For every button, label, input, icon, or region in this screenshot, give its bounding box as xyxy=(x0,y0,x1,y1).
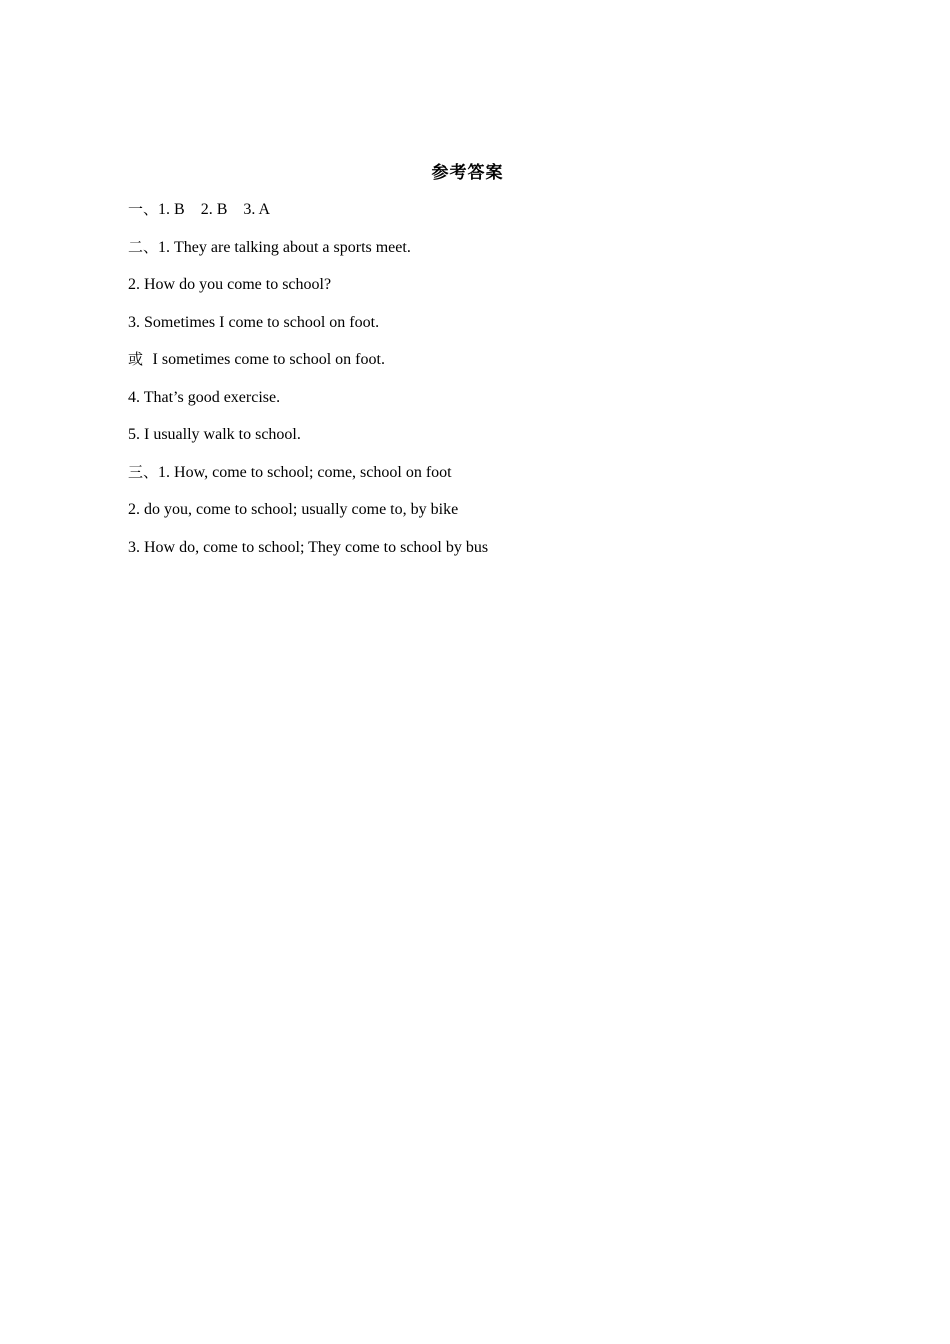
answer-text: 3. Sometimes I come to school on foot. xyxy=(128,313,380,331)
answer-text: 4. That’s good exercise. xyxy=(128,388,281,406)
answer-line xyxy=(128,347,828,385)
answer-text: 1. They are talking about a sports meet. xyxy=(158,238,411,256)
answer-line xyxy=(128,272,828,310)
answer-line xyxy=(128,422,828,460)
alternative-marker: 或 xyxy=(128,350,153,368)
answer-line xyxy=(128,235,828,273)
answer-text: I sometimes come to school on foot. xyxy=(152,351,385,368)
answer-list xyxy=(128,197,828,572)
answer-text: 5. I usually walk to school. xyxy=(128,426,301,443)
answer-line xyxy=(128,385,828,423)
answer-line xyxy=(128,460,828,498)
answer-line xyxy=(128,535,828,573)
section-marker: 三、 xyxy=(128,462,159,481)
answer-text: 1. B 2. B 3. A xyxy=(158,201,271,218)
answer-line xyxy=(128,197,828,235)
answer-line xyxy=(128,310,828,348)
answer-text: 2. How do you come to school? xyxy=(128,276,332,293)
answer-text: 1. How, come to school; come, school on foot xyxy=(158,463,452,481)
section-marker: 一、 xyxy=(128,200,159,218)
page-title: 参考答案 xyxy=(431,163,504,183)
answer-text: 3. How do, come to school; They come to school by bus xyxy=(128,538,489,556)
answer-text: 2. do you, come to school; usually come to, by bike xyxy=(128,501,459,518)
section-marker: 二、 xyxy=(128,237,159,256)
answer-line xyxy=(128,497,828,535)
